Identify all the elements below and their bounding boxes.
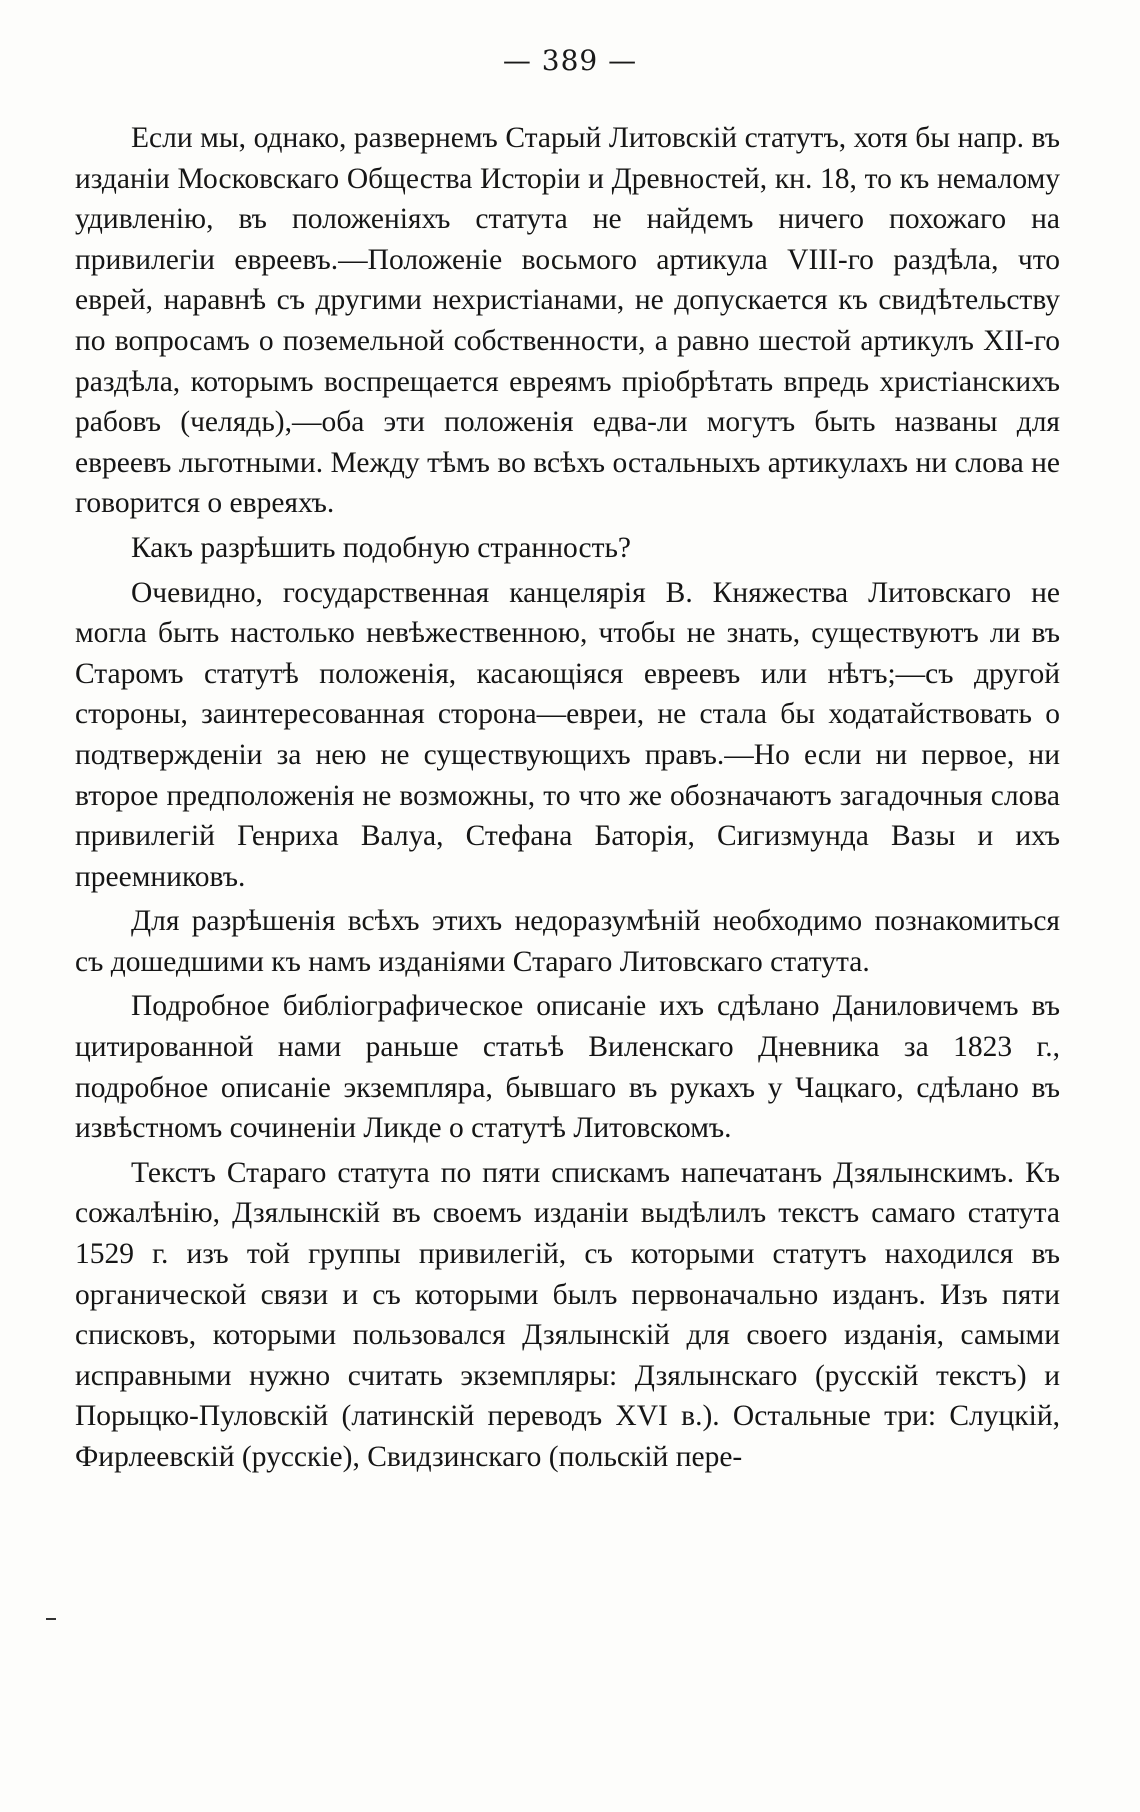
page-number: — 389 — (502, 44, 638, 77)
paragraph-2: Какъ разрѣшить подобную странность? (131, 531, 632, 564)
paragraph-4: Для разрѣшенія всѣхъ этихъ недоразумѣній необходимо познакомиться съ дошедшими къ намъ изданіями Стараго Литовскаго статута. (75, 905, 1060, 978)
paragraph-6: Текстъ Стараго статута по пяти спискамъ напечатанъ Дзялынскимъ. Къ сожалѣнію, Дзялынскій въ своемъ изданіи выдѣлилъ текстъ самаго статута 1529 г. изъ той группы привилегій, съ которыми статутъ находился въ органической связи и съ которыми былъ первоначально изданъ. Изъ пяти списковъ, которыми пользовался Дзялынскій для своего изданія, самыми исправными нужно считать экземпляры: Дзялынскаго (русскій текстъ) и Порыцко-Пуловскій (латинскій переводъ XVI в.). Остальные три: Слуцкій, Фирлеевскій (русскіе), Свидзинскаго (польскій пере- (75, 1156, 1060, 1473)
body-text (75, 118, 1060, 1478)
paragraph-5: Подробное библіографическое описаніе ихъ сдѣлано Даниловичемъ въ цитированной нами раньше статьѣ Виленскаго Дневника за 1823 г., подробное описаніе экземпляра, бывшаго въ рукахъ у Чацкаго, сдѣлано въ извѣстномъ сочиненіи Ликде о статутѣ Литовскомъ. (75, 990, 1060, 1145)
margin-mark (46, 1618, 56, 1620)
paragraph-3: Очевидно, государственная канцелярія В. Княжества Литовскаго не могла быть настолько невѣжественною, чтобы не знать, существуютъ ли въ Старомъ статутѣ положенія, касающіяся евреевъ или нѣтъ;—съ другой стороны, заинтересованная сторона—евреи, не стала бы ходатайствовать о подтвержденіи за нею не существующихъ правъ.—Но если ни первое, ни второе предположенія не возможны, то что же обозначаютъ загадочныя слова привилегій Генриха Валуа, Стефана Баторія, Сигизмунда Вазы и ихъ преемниковъ. (75, 576, 1060, 893)
paragraph-1: Если мы, однако, развернемъ Старый Литовскій статутъ, хотя бы напр. въ изданіи Московскаго Общества Исторіи и Древностей, кн. 18, то къ немалому удивленію, въ положеніяхъ статута не найдемъ ничего похожаго на привилегіи евреевъ.—Положеніе восьмого артикула VIII-го раздѣла, что еврей, наравнѣ съ другими нехристіанами, не допускается къ свидѣтельству по вопросамъ о поземельной собственности, а равно шестой артикулъ XII-го раздѣла, которымъ воспрещается евреямъ пріобрѣтать впредь христіанскихъ рабовъ (челядь),—оба эти положенія едва-ли могутъ быть названы для евреевъ льготными. Между тѣмъ во всѣхъ остальныхъ артикулахъ ни слова не говорится о евреяхъ. (75, 122, 1060, 520)
